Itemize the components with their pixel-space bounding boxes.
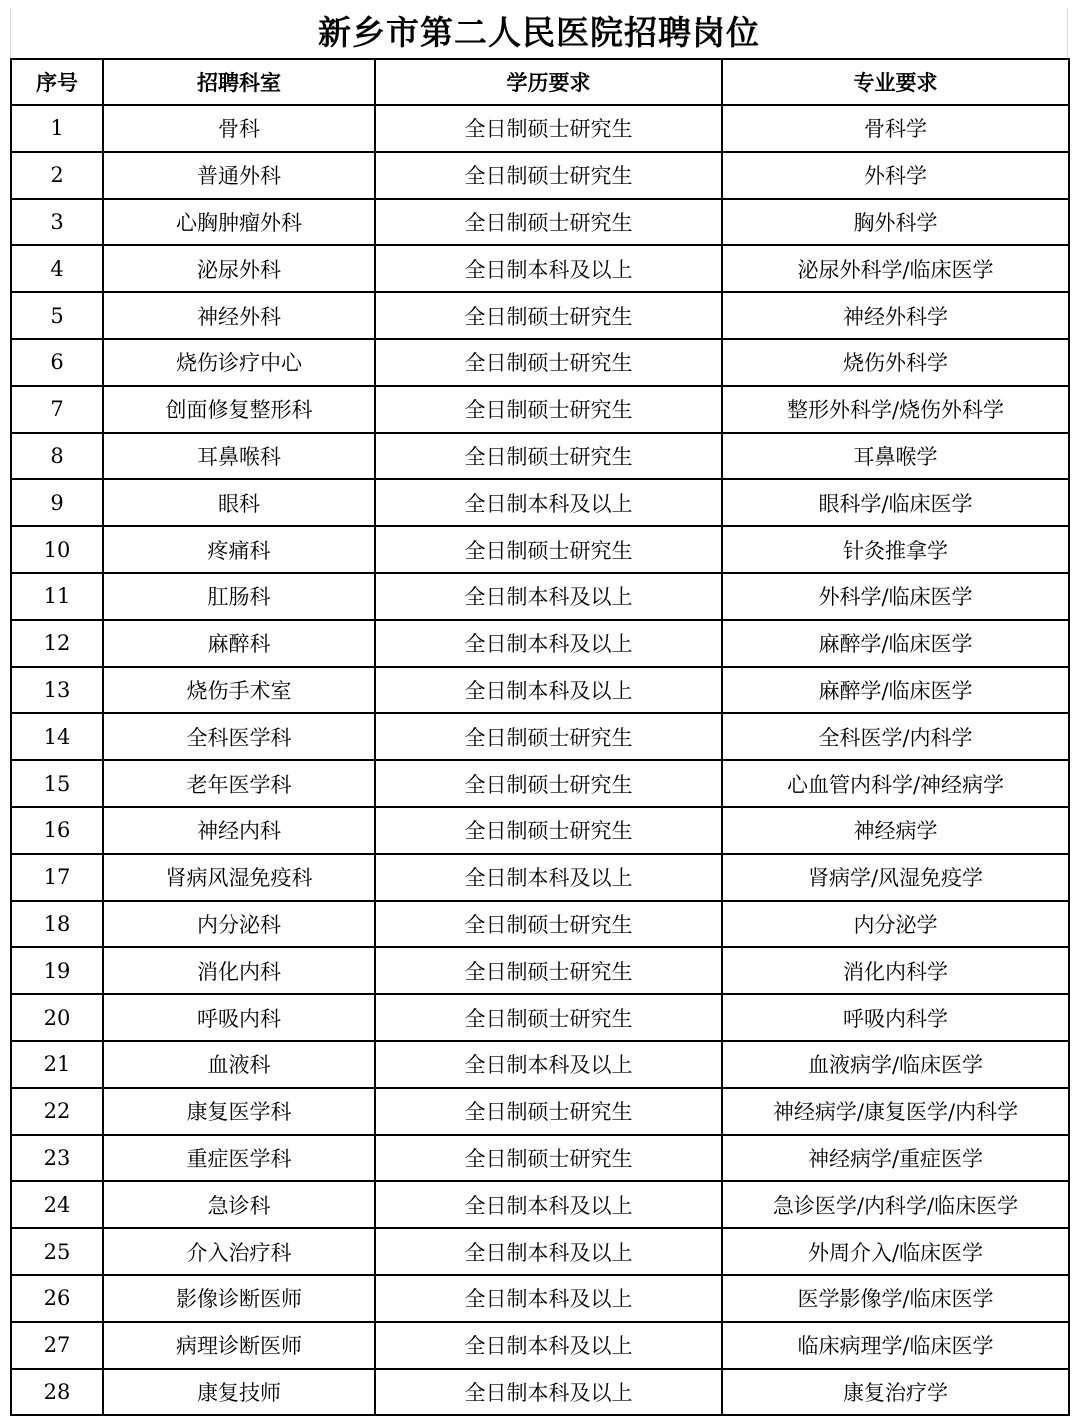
cell-major: 消化内科学 — [722, 947, 1069, 994]
table-row — [11, 901, 1069, 948]
cell-education: 全日制硕士研究生 — [375, 152, 722, 199]
cell-education: 全日制本科及以上 — [375, 1041, 722, 1088]
page-title: 新乡市第二人民医院招聘岗位 — [10, 8, 1068, 58]
cell-index: 13 — [11, 667, 103, 714]
table-row — [11, 1322, 1069, 1369]
table-row — [11, 573, 1069, 620]
table-row — [11, 854, 1069, 901]
cell-index: 17 — [11, 854, 103, 901]
cell-education: 全日制硕士研究生 — [375, 526, 722, 573]
table-row — [11, 1181, 1069, 1228]
table-row — [11, 199, 1069, 246]
cell-department: 重症医学科 — [103, 1135, 375, 1182]
table-row — [11, 620, 1069, 667]
cell-department: 呼吸内科 — [103, 994, 375, 1041]
cell-department: 内分泌科 — [103, 901, 375, 948]
cell-index: 24 — [11, 1181, 103, 1228]
cell-education: 全日制本科及以上 — [375, 667, 722, 714]
table-row — [11, 667, 1069, 714]
cell-department: 康复医学科 — [103, 1088, 375, 1135]
cell-education: 全日制本科及以上 — [375, 1228, 722, 1275]
cell-major: 内分泌学 — [722, 901, 1069, 948]
cell-department: 康复技师 — [103, 1369, 375, 1416]
cell-education: 全日制硕士研究生 — [375, 947, 722, 994]
cell-major: 心血管内科学/神经病学 — [722, 760, 1069, 807]
cell-major: 眼科学/临床医学 — [722, 479, 1069, 526]
cell-major: 肾病学/风湿免疫学 — [722, 854, 1069, 901]
cell-department: 老年医学科 — [103, 760, 375, 807]
table-row — [11, 433, 1069, 480]
cell-index: 21 — [11, 1041, 103, 1088]
cell-education: 全日制硕士研究生 — [375, 1135, 722, 1182]
table-row — [11, 526, 1069, 573]
cell-index: 2 — [11, 152, 103, 199]
cell-index: 18 — [11, 901, 103, 948]
cell-index: 5 — [11, 292, 103, 339]
cell-education: 全日制硕士研究生 — [375, 105, 722, 152]
cell-index: 10 — [11, 526, 103, 573]
cell-index: 15 — [11, 760, 103, 807]
cell-education: 全日制本科及以上 — [375, 1322, 722, 1369]
table-row — [11, 479, 1069, 526]
table-row — [11, 1369, 1069, 1416]
table-header-row — [11, 59, 1069, 105]
cell-index: 7 — [11, 386, 103, 433]
cell-education: 全日制本科及以上 — [375, 1275, 722, 1322]
column-header-education: 学历要求 — [375, 59, 722, 105]
cell-major: 胸外科学 — [722, 199, 1069, 246]
cell-index: 9 — [11, 479, 103, 526]
cell-major: 外科学/临床医学 — [722, 573, 1069, 620]
column-header-index: 序号 — [11, 59, 103, 105]
cell-major: 神经病学 — [722, 807, 1069, 854]
cell-major: 医学影像学/临床医学 — [722, 1275, 1069, 1322]
table-row — [11, 1041, 1069, 1088]
cell-education: 全日制本科及以上 — [375, 1181, 722, 1228]
cell-department: 病理诊断医师 — [103, 1322, 375, 1369]
cell-department: 烧伤手术室 — [103, 667, 375, 714]
cell-department: 肾病风湿免疫科 — [103, 854, 375, 901]
cell-education: 全日制本科及以上 — [375, 573, 722, 620]
table-row — [11, 105, 1069, 152]
cell-education: 全日制本科及以上 — [375, 1369, 722, 1416]
cell-major: 外科学 — [722, 152, 1069, 199]
cell-department: 血液科 — [103, 1041, 375, 1088]
cell-department: 介入治疗科 — [103, 1228, 375, 1275]
cell-major: 急诊医学/内科学/临床医学 — [722, 1181, 1069, 1228]
cell-department: 耳鼻喉科 — [103, 433, 375, 480]
cell-index: 19 — [11, 947, 103, 994]
cell-department: 心胸肿瘤外科 — [103, 199, 375, 246]
cell-index: 3 — [11, 199, 103, 246]
cell-department: 烧伤诊疗中心 — [103, 339, 375, 386]
cell-education: 全日制硕士研究生 — [375, 339, 722, 386]
cell-index: 1 — [11, 105, 103, 152]
cell-department: 泌尿外科 — [103, 245, 375, 292]
column-header-major: 专业要求 — [722, 59, 1069, 105]
cell-index: 16 — [11, 807, 103, 854]
cell-education: 全日制本科及以上 — [375, 854, 722, 901]
cell-education: 全日制硕士研究生 — [375, 713, 722, 760]
cell-index: 26 — [11, 1275, 103, 1322]
cell-major: 泌尿外科学/临床医学 — [722, 245, 1069, 292]
cell-department: 影像诊断医师 — [103, 1275, 375, 1322]
table-row — [11, 1275, 1069, 1322]
table-row — [11, 994, 1069, 1041]
table-row — [11, 1135, 1069, 1182]
cell-department: 眼科 — [103, 479, 375, 526]
cell-education: 全日制硕士研究生 — [375, 386, 722, 433]
cell-department: 麻醉科 — [103, 620, 375, 667]
cell-department: 神经内科 — [103, 807, 375, 854]
table-row — [11, 386, 1069, 433]
cell-major: 麻醉学/临床医学 — [722, 667, 1069, 714]
cell-major: 临床病理学/临床医学 — [722, 1322, 1069, 1369]
cell-index: 12 — [11, 620, 103, 667]
cell-major: 骨科学 — [722, 105, 1069, 152]
cell-department: 疼痛科 — [103, 526, 375, 573]
cell-index: 20 — [11, 994, 103, 1041]
cell-index: 6 — [11, 339, 103, 386]
cell-education: 全日制本科及以上 — [375, 245, 722, 292]
cell-education: 全日制硕士研究生 — [375, 901, 722, 948]
table-row — [11, 713, 1069, 760]
cell-department: 骨科 — [103, 105, 375, 152]
recruitment-table — [10, 58, 1070, 1416]
table-row — [11, 947, 1069, 994]
cell-index: 28 — [11, 1369, 103, 1416]
recruitment-sheet — [10, 8, 1068, 1416]
cell-major: 血液病学/临床医学 — [722, 1041, 1069, 1088]
cell-education: 全日制本科及以上 — [375, 479, 722, 526]
cell-department: 普通外科 — [103, 152, 375, 199]
table-row — [11, 1228, 1069, 1275]
cell-education: 全日制硕士研究生 — [375, 807, 722, 854]
cell-education: 全日制硕士研究生 — [375, 760, 722, 807]
table-row — [11, 152, 1069, 199]
cell-department: 全科医学科 — [103, 713, 375, 760]
cell-department: 急诊科 — [103, 1181, 375, 1228]
cell-index: 14 — [11, 713, 103, 760]
cell-department: 创面修复整形科 — [103, 386, 375, 433]
cell-department: 神经外科 — [103, 292, 375, 339]
cell-major: 呼吸内科学 — [722, 994, 1069, 1041]
cell-index: 11 — [11, 573, 103, 620]
table-row — [11, 292, 1069, 339]
table-row — [11, 807, 1069, 854]
cell-major: 针灸推拿学 — [722, 526, 1069, 573]
cell-index: 4 — [11, 245, 103, 292]
cell-education: 全日制硕士研究生 — [375, 199, 722, 246]
cell-education: 全日制本科及以上 — [375, 620, 722, 667]
cell-major: 麻醉学/临床医学 — [722, 620, 1069, 667]
cell-education: 全日制硕士研究生 — [375, 994, 722, 1041]
table-row — [11, 1088, 1069, 1135]
cell-education: 全日制硕士研究生 — [375, 292, 722, 339]
cell-department: 肛肠科 — [103, 573, 375, 620]
table-body — [11, 105, 1069, 1415]
cell-major: 神经外科学 — [722, 292, 1069, 339]
cell-major: 外周介入/临床医学 — [722, 1228, 1069, 1275]
cell-major: 耳鼻喉学 — [722, 433, 1069, 480]
cell-major: 全科医学/内科学 — [722, 713, 1069, 760]
cell-major: 神经病学/重症医学 — [722, 1135, 1069, 1182]
table-row — [11, 760, 1069, 807]
table-row — [11, 245, 1069, 292]
cell-index: 27 — [11, 1322, 103, 1369]
cell-index: 22 — [11, 1088, 103, 1135]
column-header-department: 招聘科室 — [103, 59, 375, 105]
cell-major: 神经病学/康复医学/内科学 — [722, 1088, 1069, 1135]
cell-major: 康复治疗学 — [722, 1369, 1069, 1416]
cell-major: 烧伤外科学 — [722, 339, 1069, 386]
cell-education: 全日制硕士研究生 — [375, 433, 722, 480]
cell-index: 8 — [11, 433, 103, 480]
cell-education: 全日制硕士研究生 — [375, 1088, 722, 1135]
table-row — [11, 339, 1069, 386]
cell-index: 25 — [11, 1228, 103, 1275]
cell-department: 消化内科 — [103, 947, 375, 994]
cell-index: 23 — [11, 1135, 103, 1182]
cell-major: 整形外科学/烧伤外科学 — [722, 386, 1069, 433]
